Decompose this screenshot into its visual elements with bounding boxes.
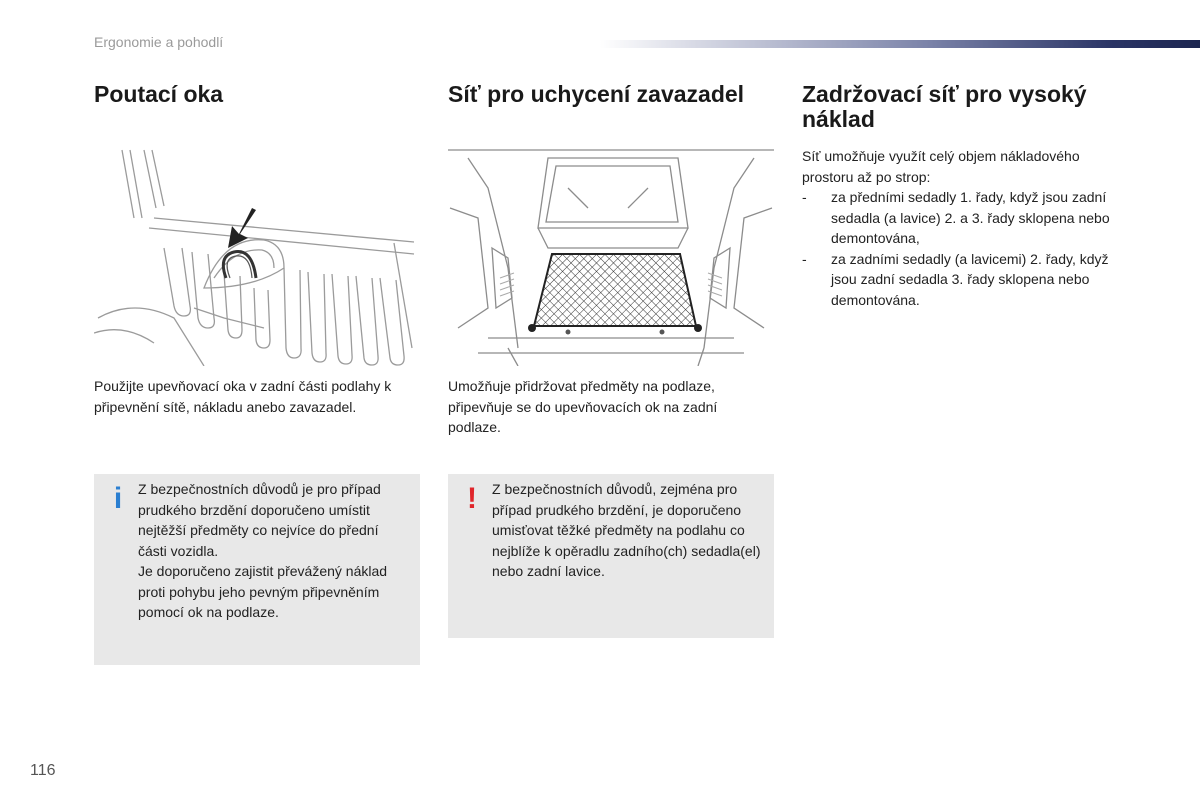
heading-luggage-net: Síť pro uchycení zavazadel <box>448 81 745 107</box>
high-load-net-list <box>802 187 1122 310</box>
info-icon: i <box>113 482 123 515</box>
list-dash: - <box>802 189 807 205</box>
tie-down-description: Použijte upevňovací oka v zadní části podlahy k připevnění sítě, nákladu anebo zavazadel. <box>94 378 392 415</box>
list-item <box>802 187 1122 249</box>
floor-ring-drawing <box>94 148 420 366</box>
list-dash: - <box>802 250 807 267</box>
header-gradient-bar <box>600 40 1200 48</box>
warning-note-text <box>492 479 764 582</box>
boot-net-drawing <box>448 148 774 366</box>
heading-tie-down-rings: Poutací oka <box>94 81 224 107</box>
list-item <box>802 249 1122 311</box>
luggage-net-description: Umožňuje přidržovat předměty na podlaze, připevňuje se do upevňovacích ok na zadní podlaze. <box>448 378 718 435</box>
page-number: 116 <box>30 762 56 779</box>
heading-high-load-net: Zadržovací síť pro vysoký náklad <box>802 81 1087 132</box>
section-title: Ergonomie a pohodlí <box>94 34 224 50</box>
info-note-line: Z bezpečnostních důvodů je pro případ prudkého brzdění doporučeno umístit nejtěžší předměty co nejvíce do přední části vozidla. <box>138 481 381 559</box>
warning-icon: ! <box>467 482 477 515</box>
info-note-text <box>138 479 410 623</box>
info-note <box>94 474 420 665</box>
tie-down-ring-illustration <box>94 148 420 366</box>
warning-note <box>448 474 774 638</box>
high-load-net-description: Síť umožňuje využít celý objem nákladového prostoru až po strop: <box>802 148 1080 185</box>
list-item-text: za předními sedadly 1. řady, když jsou zadní sedadla (a lavice) 2. a 3. řady sklopena nebo demontována, <box>831 189 1110 246</box>
luggage-net-illustration <box>448 148 774 366</box>
warning-note-line: Z bezpečnostních důvodů, zejména pro případ prudkého brzdění, je doporučeno umisťovat těžké předměty na podlahu co nejblíže k opěradlu zadního(ch) sedadla(el) nebo zadní lavice. <box>492 481 761 579</box>
list-item-text: za zadními sedadly (a lavicemi) 2. řady, když jsou zadní sedadla 3. řady sklopena nebo demontována. <box>831 250 1109 308</box>
info-note-line: Je doporučeno zajistit převážený náklad proti pohybu jeho pevným připevněním pomocí ok na podlaze. <box>138 563 388 620</box>
